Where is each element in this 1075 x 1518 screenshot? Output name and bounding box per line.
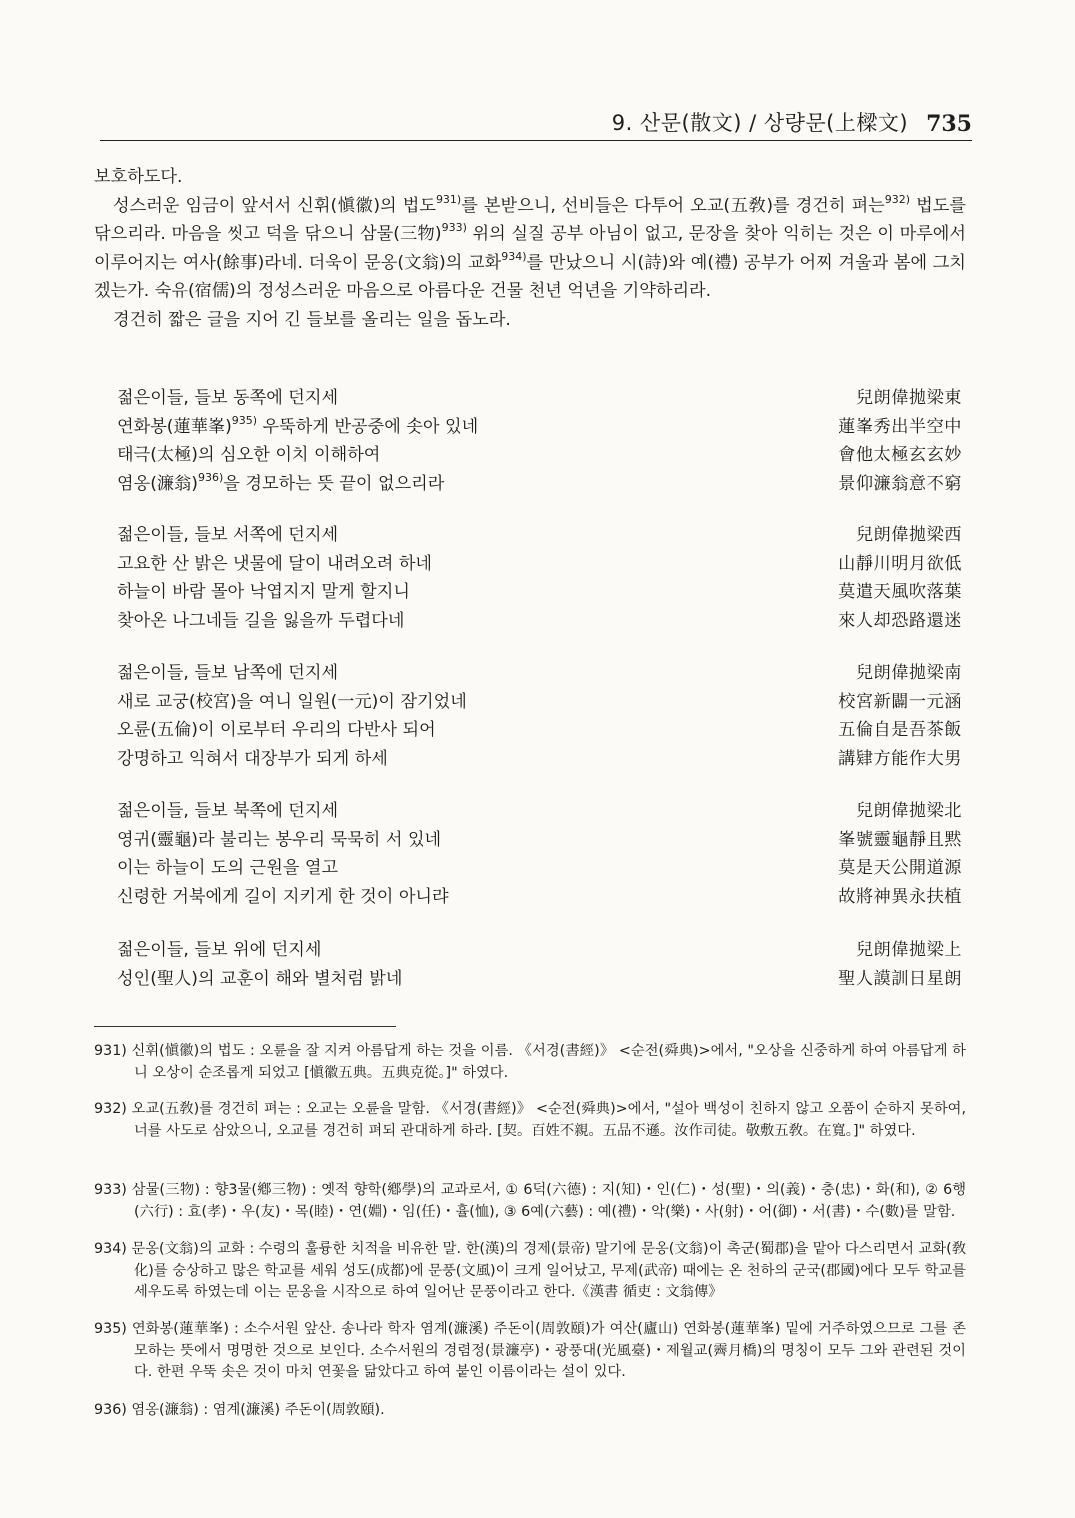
footnote-931: 931) 신휘(愼徽)의 법도 : 오륜을 잘 지켜 아름답게 하는 것을 이름. 《서경(書經)》 <순전(舜典)>에서, "오상을 신중하게 하여 아름답게 하니 오상이 순조롭게 되었고 [愼徽五典。五典克從。]" 하였다. xyxy=(94,1043,966,1081)
verse-line xyxy=(117,550,962,579)
page-header xyxy=(100,106,972,141)
verse-korean: 태극(太極)의 심오한 이치 이해하여 xyxy=(117,445,381,466)
verse-chinese: 講肄方能作大男 xyxy=(838,748,962,769)
verse-line xyxy=(117,384,962,413)
chapter-title: 9. 산문(散文) / 상량문(上樑文) xyxy=(611,111,909,135)
footnote-ref: 935) xyxy=(231,413,258,427)
verse-line xyxy=(117,688,962,717)
verse-korean: 염옹(濂翁)$^{936)}$을 경모하는 뜻 끝이 없으리라 xyxy=(117,471,445,494)
verse-chinese: 山靜川明月欲低 xyxy=(838,553,962,574)
poem-stanza-up xyxy=(117,936,962,993)
verse-korean: 젊은이들, 들보 남쪽에 던지세 xyxy=(117,663,339,683)
body-paragraph: 보호하도다. xyxy=(94,167,183,187)
verse-line xyxy=(117,470,962,499)
footnote-ref: 934) xyxy=(501,250,527,264)
verse-chinese: 五倫自是吾茶飯 xyxy=(838,720,962,741)
verse-line xyxy=(117,936,962,965)
verse-korean: 찾아온 나그네들 길을 잃을까 두렵다네 xyxy=(117,610,405,631)
footnote-ref: 933) xyxy=(441,221,467,235)
verse-korean: 영귀(靈龜)라 불리는 봉우리 묵묵히 서 있네 xyxy=(117,829,442,850)
footnote-ref: 931) xyxy=(435,192,462,206)
poem-stanza-east xyxy=(117,384,962,498)
verse-line xyxy=(117,607,962,636)
footnote-932: 932) 오교(五敎)를 경건히 펴는 : 오교는 오륜을 말함. 《서경(書經)》 <순전(舜典)>에서, "설아 백성이 친하지 않고 오품이 순하지 못하여, 너를 사도로 삼았으니, 오교를 경건히 펴되 관대하게 하라. [契。百姓不親。五品不遜。汝作司徒。敬敷五敎。在寬。]" 하였다. xyxy=(94,1101,966,1139)
verse-chinese: 校宮新闢一元涵 xyxy=(838,691,962,712)
footnote-935: 935) 연화봉(蓮華峯) : 소수서원 앞산. 송나라 학자 염계(濂溪) 주돈이(周敦頤)가 여산(廬山) 연화봉(蓮華峯) 밑에 거주하였으므로 그를 존모하는 뜻에서 명명한 것으로 보인다. 소수서원의 경렴정(景濂亭)・광풍대(光風臺)・제월교(霽月橋)의 명칭이 모두 그와 관련된 것이다. 한편 우뚝 솟은 것이 마치 연꽃을 닮았다고 하여 붙인 이름이라는 설이 있다. xyxy=(94,1321,966,1380)
verse-line xyxy=(117,413,962,442)
verse-line xyxy=(117,441,962,470)
verse-korean: 연화봉(蓮華峯)$^{935)}$ 우뚝하게 반공중에 솟아 있네 xyxy=(117,413,479,437)
verse-line xyxy=(117,578,962,607)
verse-chinese: 聖人謨訓日星朗 xyxy=(838,968,962,989)
verse-chinese: 會他太極玄玄妙 xyxy=(838,445,962,466)
verse-chinese: 故將神異永扶植 xyxy=(838,886,962,907)
footnote-936: 936) 염옹(濂翁) : 염계(濂溪) 주돈이(周敦頤). xyxy=(94,1402,385,1418)
page-number: 735 xyxy=(926,111,972,137)
verse-korean: 오륜(五倫)이 이로부터 우리의 다반사 되어 xyxy=(117,720,436,741)
verse-chinese: 來人却恐路還迷 xyxy=(838,610,962,631)
verse-korean: 신령한 거북에게 길이 지키게 한 것이 아니랴 xyxy=(117,886,449,907)
verse-korean: 새로 교궁(校宮)을 여니 일원(一元)이 잠기었네 xyxy=(117,691,467,712)
verse-line xyxy=(117,521,962,550)
verse-line xyxy=(117,745,962,774)
verse-chinese: 莫是天公開道源 xyxy=(838,858,962,879)
footnote-ref: 936) xyxy=(198,471,224,485)
body-paragraph: 성스러운 임금이 앞서서 신휘(愼徽)의 법도$^{931)}$를 본받으니, 선비들은 다투어 오교(五敎)를 경건히 펴는$^{932)}$ 법도를 닦으리라. 마음을 씻고 덕을 닦으니 삼물(三物)$^{933)}$ 위의 실질 공부 아님이 없고, 문장을 찾아 익히는 것은 이 마루에서 이루어지는 여사(餘事)라네. 더욱이 문옹(文翁)의 교화$^{934)}$를 만났으니 시(詩)와 예(禮) 공부가 어찌 겨울과 봄에 그치겠는가. 숙유(宿儒)의 정성스러운 마음으로 아름다운 건물 천년 억년을 기약하리라. xyxy=(94,192,967,302)
footnote-divider xyxy=(94,1026,396,1027)
verse-korean: 강명하고 익혀서 대장부가 되게 하세 xyxy=(117,748,388,769)
poem-stanza-south xyxy=(117,659,962,773)
poem-stanza-west xyxy=(117,521,962,635)
footnote-934: 934) 문옹(文翁)의 교화 : 수령의 훌륭한 치적을 비유한 말. 한(漢)의 경제(景帝) 말기에 문옹(文翁)이 촉군(蜀郡)을 맡아 다스리면서 교화(敎化)를 숭상하고 많은 학교를 세워 성도(成都)에 문풍(文風)이 크게 일어났고, 무제(武帝) 때에는 온 천하의 군국(郡國)에다 모두 학교를 세우도록 하였는데 이는 문옹을 시작으로 하여 일어난 문풍이라고 한다.《漢書 循吏 : 文翁傳》 xyxy=(94,1241,966,1300)
body-paragraph: 경건히 짧은 글을 지어 긴 들보를 올리는 일을 돕노라. xyxy=(113,309,511,330)
verse-chinese: 兒朗偉拋梁西 xyxy=(855,525,962,545)
footnote-ref: 932) xyxy=(884,192,911,206)
verse-chinese: 莫遣天風吹落葉 xyxy=(838,582,962,603)
verse-korean: 이는 하늘이 도의 근원을 열고 xyxy=(117,858,339,879)
verse-chinese: 峯號靈龜靜且黙 xyxy=(838,829,962,850)
verse-korean: 젊은이들, 들보 동쪽에 던지세 xyxy=(117,388,339,408)
verse-line xyxy=(117,883,962,912)
verse-korean: 젊은이들, 들보 서쪽에 던지세 xyxy=(117,525,339,545)
verse-chinese: 兒朗偉拋梁上 xyxy=(855,940,962,960)
verse-line xyxy=(117,797,962,826)
verse-korean: 젊은이들, 들보 위에 던지세 xyxy=(117,940,322,960)
verse-chinese: 兒朗偉拋梁北 xyxy=(855,801,962,821)
verse-chinese: 蓮峯秀出半空中 xyxy=(838,416,962,437)
verse-line xyxy=(117,854,962,883)
footnote-933: 933) 삼물(三物) : 향3물(鄕三物) : 옛적 향학(鄕學)의 교과로서, ① 6덕(六德) : 지(知)・인(仁)・성(聖)・의(義)・충(忠)・화(和), ② 6행(六行) : 효(孝)・우(友)・목(睦)・연(婣)・임(任)・휼(恤), ③ 6예(六藝) : 예(禮)・악(樂)・사(射)・어(御)・서(書)・수(數)를 말함. xyxy=(94,1182,967,1220)
verse-chinese: 兒朗偉拋梁南 xyxy=(855,663,962,683)
poem-stanza-north xyxy=(117,797,962,911)
verse-line xyxy=(117,659,962,688)
verse-korean: 젊은이들, 들보 북쪽에 던지세 xyxy=(117,801,339,821)
body-text xyxy=(94,163,966,335)
verse-line xyxy=(117,716,962,745)
verse-chinese: 景仰濂翁意不窮 xyxy=(838,473,962,494)
verse-line xyxy=(117,826,962,855)
verse-line xyxy=(117,965,962,994)
verse-korean: 고요한 산 밝은 냇물에 달이 내려오려 하네 xyxy=(117,553,433,574)
verse-korean: 하늘이 바람 몰아 낙엽지지 말게 할지니 xyxy=(117,582,410,603)
verse-chinese: 兒朗偉拋梁東 xyxy=(855,388,962,408)
verse-korean: 성인(聖人)의 교훈이 해와 별처럼 밝네 xyxy=(117,968,403,989)
